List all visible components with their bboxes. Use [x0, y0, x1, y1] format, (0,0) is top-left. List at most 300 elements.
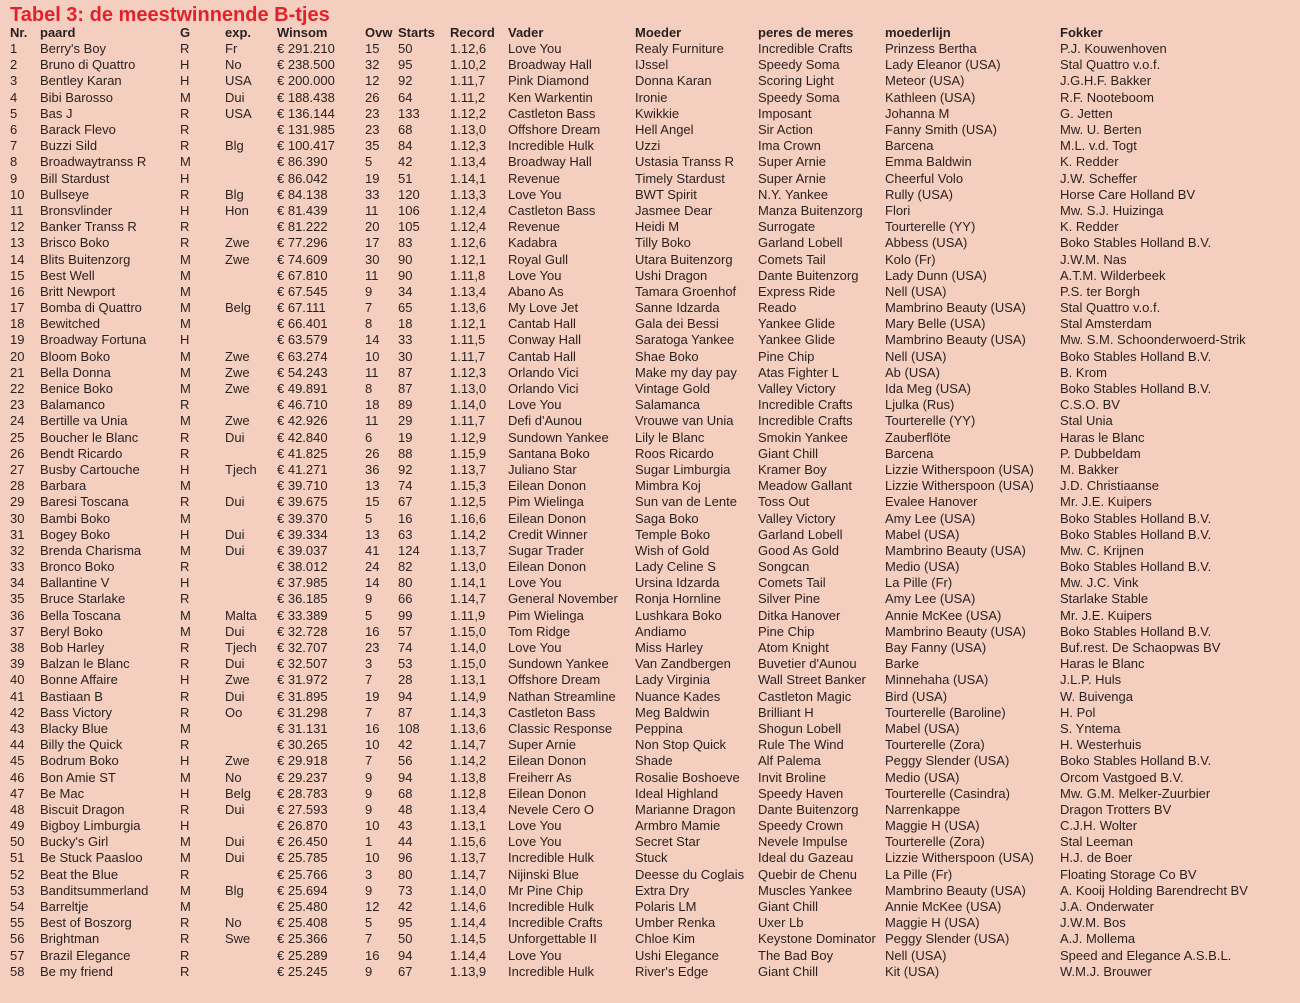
table-cell: 30	[10, 510, 25, 526]
table-cell: Mabel (USA)	[885, 526, 960, 542]
table-cell: J.W.M. Nas	[1060, 251, 1127, 267]
table-cell: Cantab Hall	[508, 316, 576, 332]
table-cell: 21	[10, 364, 25, 380]
table-cell: 3	[365, 656, 373, 672]
table-row	[8, 41, 1298, 57]
table-cell: Zwe	[225, 413, 250, 429]
table-row	[8, 705, 1298, 721]
table-cell: 36	[10, 607, 25, 623]
table-cell	[223, 948, 275, 964]
table-cell: Annie McKee (USA)	[885, 607, 1002, 623]
table-cell: 120	[398, 186, 420, 202]
table-cell: 84	[398, 138, 413, 154]
table-cell: 8	[10, 154, 18, 170]
table-row	[8, 867, 1298, 883]
table-cell: € 84.138	[277, 186, 328, 202]
table-cell: Beat the Blue	[40, 866, 119, 882]
table-row	[8, 883, 1298, 899]
table-cell: H	[180, 785, 190, 801]
table-cell	[223, 284, 275, 300]
table-cell: 44	[10, 737, 25, 753]
table-cell: Mw. S.J. Huizinga	[1060, 202, 1164, 218]
table-cell: 33	[365, 186, 380, 202]
table-cell: € 39.675	[277, 494, 328, 510]
table-cell: Oo	[225, 704, 243, 720]
table-cell: 65	[398, 300, 413, 316]
table-cell: € 86.390	[277, 154, 328, 170]
table-cell: Tilly Boko	[635, 235, 691, 251]
table-cell: My Love Jet	[508, 300, 579, 316]
table-cell: Bronsvlinder	[40, 202, 113, 218]
table-cell: Van Zandbergen	[635, 656, 731, 672]
table-cell: Nijinski Blue	[508, 866, 579, 882]
table-row	[8, 769, 1298, 785]
table-cell	[223, 818, 275, 834]
table-cell: 12	[365, 73, 380, 89]
table-row	[8, 365, 1298, 381]
table-cell: 6	[365, 429, 373, 445]
table-row	[8, 527, 1298, 543]
table-cell: Barbara	[40, 478, 87, 494]
table-cell: Boko Stables Holland B.V.	[1060, 235, 1212, 251]
table-row	[8, 575, 1298, 591]
table-cell: € 46.710	[277, 397, 328, 413]
table-cell: Bay Fanny (USA)	[885, 640, 987, 656]
table-cell: Shade	[635, 753, 673, 769]
table-cell: Bruno di Quattro	[40, 57, 136, 73]
table-cell: 94	[398, 947, 413, 963]
table-cell: Reado	[758, 300, 797, 316]
table-row	[8, 786, 1298, 802]
table-cell: Dui	[225, 801, 245, 817]
table-cell: Stal Leeman	[1060, 834, 1133, 850]
table-cell: 1.14,0	[450, 397, 487, 413]
table-cell: 14	[365, 575, 380, 591]
table-cell: Tamara Groenhof	[635, 283, 737, 299]
table-cell: Atom Knight	[758, 640, 829, 656]
table-cell: H	[180, 526, 190, 542]
table-cell: General November	[508, 591, 618, 607]
table-cell: 1.13,6	[450, 300, 487, 316]
table-cell: Stal Quattro v.o.f.	[1060, 57, 1161, 73]
table-cell: Blg	[225, 186, 244, 202]
table-cell: J.W. Scheffer	[1060, 170, 1138, 186]
table-row	[8, 251, 1298, 267]
table-cell: 42	[398, 737, 413, 753]
table-cell: R	[180, 41, 190, 57]
table-cell: Mw. S.M. Schoonderwoerd-Strik	[1060, 332, 1246, 348]
table-cell: Wall Street Banker	[758, 672, 866, 688]
table-cell: Super Arnie	[758, 170, 826, 186]
table-row	[8, 850, 1298, 866]
table-row	[8, 753, 1298, 769]
table-cell: Bastiaan B	[40, 688, 103, 704]
table-cell: M	[180, 89, 191, 105]
table-cell: 42	[398, 899, 413, 915]
table-cell: M	[180, 834, 191, 850]
table-cell: 1.12,1	[450, 251, 487, 267]
table-cell: Haras le Blanc	[1060, 429, 1145, 445]
table-cell: 67	[398, 963, 413, 979]
column-header: exp.	[225, 25, 252, 40]
table-cell: Giant Chill	[758, 445, 818, 461]
table-cell: 51	[398, 170, 413, 186]
table-cell: 1.13,4	[450, 283, 487, 299]
table-cell: Chloe Kim	[635, 931, 695, 947]
table-cell: H	[180, 57, 190, 73]
table-cell: M.L. v.d. Togt	[1060, 138, 1137, 154]
table-cell: Boko Stables Holland B.V.	[1060, 510, 1212, 526]
table-cell: € 31.131	[277, 720, 328, 736]
table-cell: 16	[365, 947, 380, 963]
table-cell: € 31.895	[277, 688, 328, 704]
table-cell: Peggy Slender (USA)	[885, 753, 1010, 769]
table-cell: 10	[365, 348, 380, 364]
table-cell: € 25.785	[277, 850, 328, 866]
table-cell: Hon	[225, 202, 249, 218]
table-cell: Tourterelle (Baroline)	[885, 704, 1006, 720]
table-cell: Evalee Hanover	[885, 494, 978, 510]
table-cell: 1.13,0	[450, 381, 487, 397]
table-cell: Blg	[225, 882, 244, 898]
table-cell: 80	[398, 866, 413, 882]
table-cell: 9	[10, 170, 18, 186]
table-cell: Bullseye	[40, 186, 90, 202]
table-cell: R	[180, 801, 190, 817]
table-cell: Mambrino Beauty (USA)	[885, 882, 1026, 898]
table-cell: € 32.728	[277, 623, 328, 639]
table-cell: J.A. Onderwater	[1060, 899, 1154, 915]
column-header: Winsom	[277, 25, 328, 40]
table-cell: Revenue	[508, 219, 561, 235]
column-header: Fokker	[1060, 25, 1103, 40]
table-cell: J.W.M. Bos	[1060, 915, 1126, 931]
table-cell: 88	[398, 445, 413, 461]
table-cell: 19	[365, 170, 380, 186]
table-cell: Incredible Hulk	[508, 899, 594, 915]
table-cell: Ushi Elegance	[635, 947, 719, 963]
table-cell: € 39.710	[277, 478, 328, 494]
table-cell: 12	[365, 899, 380, 915]
table-cell: 11	[10, 202, 24, 218]
table-cell: Broadwaytranss R	[40, 154, 147, 170]
table-cell: Johanna M	[885, 105, 950, 121]
table-cell: Secret Star	[635, 834, 701, 850]
table-cell: Mambrino Beauty (USA)	[885, 623, 1026, 639]
table-cell: Ab (USA)	[885, 364, 940, 380]
table-cell: Haras le Blanc	[1060, 656, 1145, 672]
table-cell: M	[180, 607, 191, 623]
table-cell: Vintage Gold	[635, 381, 710, 397]
table-cell	[223, 899, 275, 915]
table-cell: H	[180, 202, 190, 218]
table-cell: 13	[10, 235, 25, 251]
table-cell: 18	[365, 397, 380, 413]
table-cell: € 29.237	[277, 769, 328, 785]
table-cell: C.J.H. Wolter	[1060, 818, 1138, 834]
table-cell: Berry's Boy	[40, 41, 107, 57]
table-cell: € 49.891	[277, 381, 328, 397]
table-cell: 1.14,7	[450, 591, 487, 607]
table-cell: 5	[365, 915, 373, 931]
table-cell: 1.14,2	[450, 526, 487, 542]
table-cell: Silver Pine	[758, 591, 821, 607]
table-cell: R	[180, 429, 190, 445]
table-cell: 1.13,4	[450, 801, 487, 817]
table-cell: R	[180, 947, 190, 963]
table-cell: 57	[398, 623, 413, 639]
table-cell: Alf Palema	[758, 753, 821, 769]
table-cell: Bon Amie ST	[40, 769, 116, 785]
table-cell: Speed and Elegance A.S.B.L.	[1060, 947, 1232, 963]
table-cell: Sun van de Lente	[635, 494, 737, 510]
table-cell: 43	[398, 818, 413, 834]
table-row	[8, 203, 1298, 219]
table-cell: € 25.245	[277, 963, 328, 979]
table-cell: Polaris LM	[635, 899, 697, 915]
table-cell: 46	[10, 769, 25, 785]
table-cell: 15	[365, 494, 380, 510]
table-cell: Express Ride	[758, 283, 836, 299]
table-cell: 3	[365, 866, 373, 882]
table-cell: Lady Dunn (USA)	[885, 267, 987, 283]
table-cell: 20	[365, 219, 380, 235]
table-cell: € 39.037	[277, 542, 328, 558]
table-cell: Ideal Highland	[635, 785, 719, 801]
table-cell: 52	[10, 866, 25, 882]
table-cell: M	[180, 850, 191, 866]
table-cell: 28	[398, 672, 413, 688]
table-cell: 15	[10, 267, 25, 283]
table-cell: La Pille (Fr)	[885, 575, 953, 591]
table-cell: 14	[365, 332, 380, 348]
table-cell: A.T.M. Wilderbeek	[1060, 267, 1166, 283]
table-cell: P.J. Kouwenhoven	[1060, 41, 1167, 57]
table-cell: Dante Buitenzorg	[758, 267, 859, 283]
table-cell: € 42.926	[277, 413, 328, 429]
table-cell: N.Y. Yankee	[758, 186, 829, 202]
table-cell: Valley Victory	[758, 381, 836, 397]
table-cell: Love You	[508, 834, 562, 850]
table-cell	[223, 219, 275, 235]
table-cell: Bibi Barosso	[40, 89, 113, 105]
table-row	[8, 284, 1298, 300]
table-cell: Buvetier d'Aunou	[758, 656, 857, 672]
table-cell: Gala dei Bessi	[635, 316, 719, 332]
table-cell: M	[180, 154, 191, 170]
column-header: Vader	[508, 25, 544, 40]
table-cell: 1.12,3	[450, 364, 487, 380]
table-cell: Castleton Bass	[508, 202, 596, 218]
table-cell: 18	[398, 316, 413, 332]
table-cell: Surrogate	[758, 219, 816, 235]
table-cell: Lady Celine S	[635, 559, 716, 575]
table-cell: M	[180, 300, 191, 316]
table-cell: Speedy Soma	[758, 57, 840, 73]
table-cell: 8	[365, 316, 373, 332]
table-cell: 7	[365, 672, 373, 688]
table-cell: 33	[10, 559, 25, 575]
table-cell: Tjech	[225, 461, 257, 477]
table-cell: 54	[10, 899, 25, 915]
table-cell: Shae Boko	[635, 348, 699, 364]
table-row	[8, 430, 1298, 446]
table-cell: 23	[10, 397, 25, 413]
table-cell: Stuck	[635, 850, 668, 866]
table-cell: 34	[10, 575, 25, 591]
table-cell: € 37.985	[277, 575, 328, 591]
table-cell: 1.14,1	[450, 170, 487, 186]
table-cell: Mw. C. Krijnen	[1060, 542, 1144, 558]
table-cell: M	[180, 478, 191, 494]
table-cell: € 25.480	[277, 899, 328, 915]
table-cell: Ima Crown	[758, 138, 821, 154]
table-cell: Dui	[225, 656, 245, 672]
table-cell: 41	[365, 542, 380, 558]
table-cell: Garland Lobell	[758, 526, 843, 542]
table-cell: A. Kooij Holding Barendrecht BV	[1060, 882, 1248, 898]
table-cell: Prinzess Bertha	[885, 41, 977, 57]
table-cell: Uxer Lb	[758, 915, 804, 931]
table-cell: Broadway Fortuna	[40, 332, 147, 348]
table-cell: 1.14,0	[450, 882, 487, 898]
table-cell: 1.14,5	[450, 931, 487, 947]
table-cell: M	[180, 720, 191, 736]
table-cell: Deesse du Coglais	[635, 866, 745, 882]
table-cell: Emma Baldwin	[885, 154, 972, 170]
table-cell: Zwe	[225, 381, 250, 397]
table-cell: 23	[365, 640, 380, 656]
table-cell: Buf.rest. De Schaopwas BV	[1060, 640, 1221, 656]
table-row	[8, 494, 1298, 510]
table-cell: Zauberflöte	[885, 429, 951, 445]
table-cell: Barcena	[885, 138, 934, 154]
table-cell: Kramer Boy	[758, 461, 827, 477]
table-cell: Abano As	[508, 283, 564, 299]
table-cell: Pine Chip	[758, 623, 815, 639]
table-cell: Zwe	[225, 753, 250, 769]
table-cell: Orlando Vici	[508, 364, 579, 380]
table-cell: Sundown Yankee	[508, 656, 609, 672]
table-cell: Ustasia Transs R	[635, 154, 734, 170]
table-cell: 5	[365, 607, 373, 623]
table-cell: Miss Harley	[635, 640, 703, 656]
table-cell	[223, 154, 275, 170]
table-row	[8, 721, 1298, 737]
table-cell: 7	[365, 704, 373, 720]
table-cell: Temple Boko	[635, 526, 711, 542]
table-cell: Mw. J.C. Vink	[1060, 575, 1139, 591]
table-cell	[223, 122, 275, 138]
table-cell: € 25.766	[277, 866, 328, 882]
table-cell: 1.12,8	[450, 785, 487, 801]
table-cell: 19	[365, 688, 380, 704]
table-cell: Speedy Haven	[758, 785, 844, 801]
table-cell: Boko Stables Holland B.V.	[1060, 559, 1212, 575]
table-cell: Giant Chill	[758, 963, 818, 979]
table-cell: Banker Transs R	[40, 219, 137, 235]
table-cell: Horse Care Holland BV	[1060, 186, 1196, 202]
table-row	[8, 154, 1298, 170]
table-cell: Eilean Donon	[508, 753, 587, 769]
table-cell: M	[180, 348, 191, 364]
table-cell: Manza Buitenzorg	[758, 202, 863, 218]
table-cell: Fr	[225, 41, 238, 57]
table-cell: Utara Buitenzorg	[635, 251, 733, 267]
table-cell: € 77.296	[277, 235, 328, 251]
table-cell	[223, 397, 275, 413]
table-cell: Broadway Hall	[508, 154, 592, 170]
table-cell: 7	[365, 300, 373, 316]
table-row	[8, 948, 1298, 964]
table-cell: Stal Amsterdam	[1060, 316, 1152, 332]
table-cell: Mabel (USA)	[885, 720, 960, 736]
table-cell: Comets Tail	[758, 251, 826, 267]
table-cell	[223, 737, 275, 753]
table-cell: € 74.609	[277, 251, 328, 267]
column-header: Nr.	[10, 25, 28, 40]
table-cell: Ida Meg (USA)	[885, 381, 971, 397]
table-cell: Super Arnie	[508, 737, 576, 753]
table-cell: USA	[225, 105, 252, 121]
table-cell: Incredible Hulk	[508, 138, 594, 154]
table-row	[8, 689, 1298, 705]
table-cell: 1.13,9	[450, 963, 487, 979]
table-cell: 1.11,5	[450, 332, 486, 348]
table-cell: R	[180, 915, 190, 931]
table-cell: R	[180, 122, 190, 138]
table-cell: Imposant	[758, 105, 812, 121]
table-cell: M	[180, 510, 191, 526]
table-cell: Rully (USA)	[885, 186, 953, 202]
table-cell: Mimbra Koj	[635, 478, 701, 494]
table-cell: 9	[365, 769, 373, 785]
table-cell: € 26.450	[277, 834, 328, 850]
table-row	[8, 268, 1298, 284]
table-cell: Balamanco	[40, 397, 106, 413]
table-cell: H	[180, 461, 190, 477]
table-cell: R	[180, 688, 190, 704]
table-cell: Lily le Blanc	[635, 429, 705, 445]
table-cell: Jasmee Dear	[635, 202, 713, 218]
table-cell: Bronco Boko	[40, 559, 115, 575]
table-cell: C.S.O. BV	[1060, 397, 1120, 413]
table-cell: Brisco Boko	[40, 235, 110, 251]
table-cell: € 31.972	[277, 672, 328, 688]
table-cell: 74	[398, 478, 413, 494]
table-cell: 1.12,6	[450, 41, 487, 57]
table-cell: 19	[398, 429, 413, 445]
table-row	[8, 624, 1298, 640]
table-cell: BWT Spirit	[635, 186, 697, 202]
table-cell: 95	[398, 915, 413, 931]
table-cell: Sanne Idzarda	[635, 300, 720, 316]
table-cell: 47	[10, 785, 25, 801]
table-cell: € 33.389	[277, 607, 328, 623]
table-cell: Nathan Streamline	[508, 688, 616, 704]
table-cell	[223, 559, 275, 575]
table-row	[8, 510, 1298, 526]
table-cell: Make my day pay	[635, 364, 737, 380]
table-cell: Lady Virginia	[635, 672, 710, 688]
table-cell: Belg	[225, 300, 252, 316]
table-cell: R	[180, 737, 190, 753]
table-row	[8, 834, 1298, 850]
table-cell: Garland Lobell	[758, 235, 843, 251]
table-cell: Scoring Light	[758, 73, 834, 89]
table-cell: € 30.265	[277, 737, 328, 753]
table-cell: € 63.579	[277, 332, 328, 348]
